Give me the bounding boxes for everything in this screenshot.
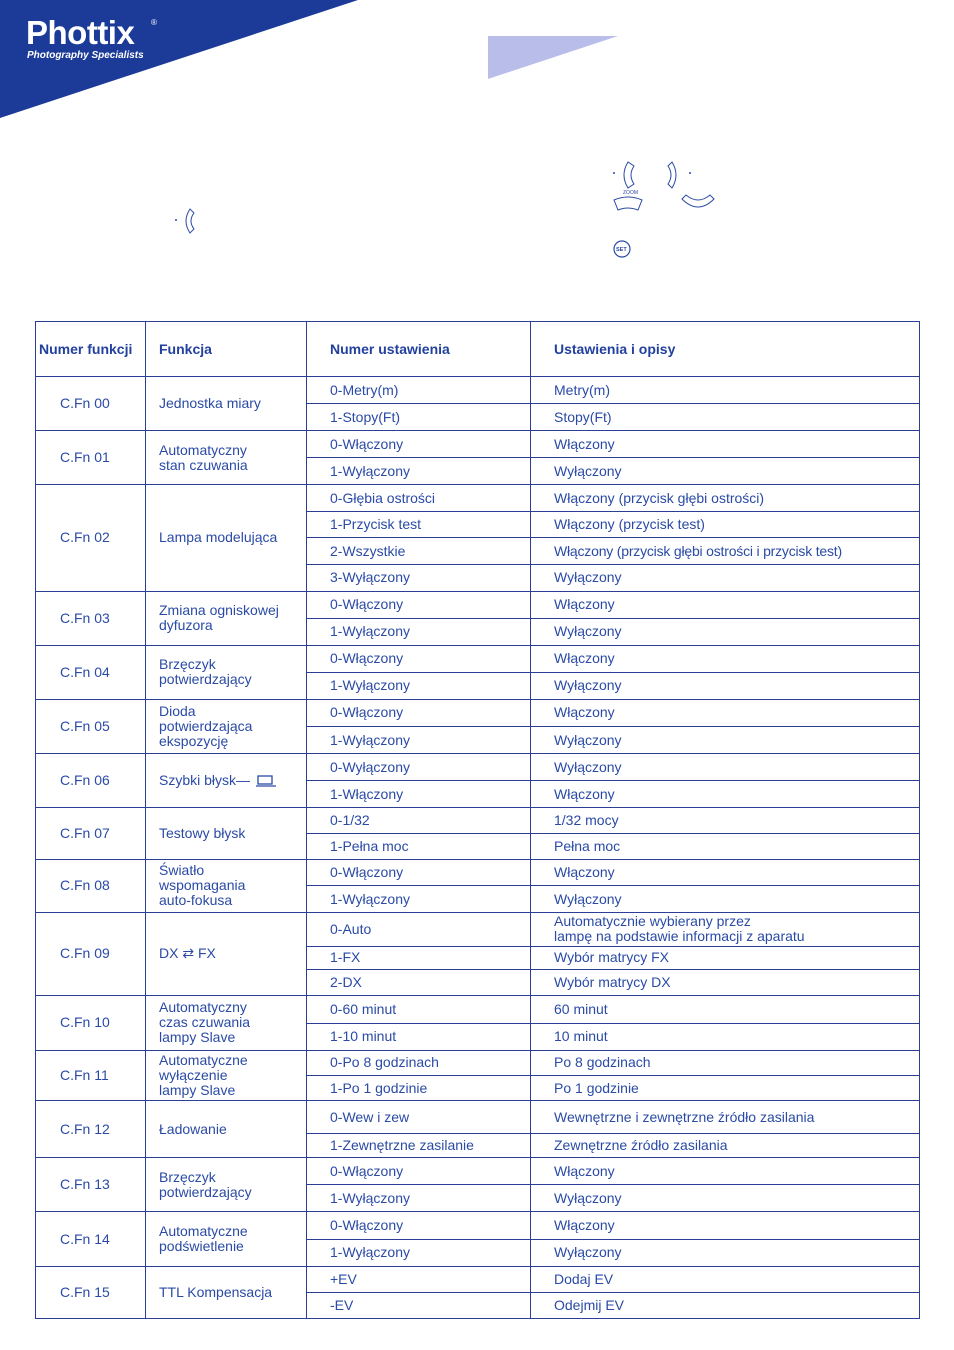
function-name: Szybki błysk— xyxy=(159,772,251,789)
function-name: Dioda potwierdzająca ekspozycję xyxy=(159,703,253,750)
function-name-cell xyxy=(146,1212,307,1266)
dial-right-icon xyxy=(666,160,696,190)
function-number-cell: C.Fn 08 xyxy=(36,860,146,912)
header-graphics xyxy=(0,0,954,140)
function-number-cell: C.Fn 10 xyxy=(36,995,146,1050)
function-number-cell: C.Fn 02 xyxy=(36,485,146,591)
setting-number-cell: 0-Wew i zew xyxy=(307,1101,531,1134)
table-row xyxy=(36,808,920,834)
setting-number-cell: 1-10 minut xyxy=(307,1023,531,1050)
function-name-cell xyxy=(146,1158,307,1212)
function-name-cell xyxy=(146,1101,307,1158)
setting-number-cell: 0-Auto xyxy=(307,912,531,946)
function-name-cell xyxy=(146,912,307,995)
function-name-cell xyxy=(146,1050,307,1100)
setting-number-cell: 1-Wyłączony xyxy=(307,458,531,485)
function-name: Automatyczny czas czuwania lampy Slave xyxy=(159,999,251,1046)
function-number-cell: C.Fn 01 xyxy=(36,431,146,485)
setting-number-cell: 1-Włączony xyxy=(307,781,531,808)
table-row xyxy=(36,995,920,1023)
function-name: TTL Kompensacja xyxy=(159,1283,273,1300)
function-name: Brzęczyk potwierdzający xyxy=(159,1168,252,1200)
setting-number-cell: 0-1/32 xyxy=(307,808,531,834)
function-name: Automatyczne wyłączenie lampy Slave xyxy=(159,1052,248,1099)
table-row xyxy=(36,645,920,672)
function-name: Testowy błysk xyxy=(159,825,246,842)
function-name: Światło wspomagania auto-fokusa xyxy=(159,862,246,909)
table-row xyxy=(36,485,920,512)
table-row xyxy=(36,754,920,781)
function-number-cell: C.Fn 09 xyxy=(36,912,146,995)
setting-number-cell: 0-Włączony xyxy=(307,860,531,886)
setting-number-cell: 1-Pełna moc xyxy=(307,834,531,860)
table-row xyxy=(36,377,920,404)
setting-number-cell: 3-Wyłączony xyxy=(307,564,531,591)
function-name-cell xyxy=(146,860,307,912)
zoom-dial-icon xyxy=(612,188,646,214)
function-name-cell xyxy=(146,645,307,699)
setting-description-cell: Włączony xyxy=(531,699,920,726)
set-label: SET xyxy=(616,247,627,253)
function-name: Zmiana ogniskowej dyfuzora xyxy=(159,602,279,634)
setting-description-cell: Włączony xyxy=(531,1158,920,1185)
table-row xyxy=(36,1158,920,1185)
setting-description-cell: 1/32 mocy xyxy=(531,808,920,834)
function-number-cell: C.Fn 13 xyxy=(36,1158,146,1212)
function-name-cell xyxy=(146,995,307,1050)
setting-description-cell: 10 minut xyxy=(531,1023,920,1050)
setting-number-cell: 1-Zewnętrzne zasilanie xyxy=(307,1134,531,1158)
header-function-number: Numer funkcji xyxy=(36,322,146,377)
setting-number-cell: 1-FX xyxy=(307,946,531,969)
setting-number-cell: 1-Wyłączony xyxy=(307,886,531,912)
setting-number-cell: 0-Włączony xyxy=(307,591,531,618)
setting-number-cell: 1-Przycisk test xyxy=(307,512,531,538)
function-number-cell: C.Fn 14 xyxy=(36,1212,146,1266)
header-function: Funkcja xyxy=(146,322,307,377)
header-settings-description: Ustawienia i opisy xyxy=(531,322,920,377)
set-button-icon xyxy=(612,239,632,259)
setting-description-cell: Wybór matrycy FX xyxy=(531,946,920,969)
function-name: Automatyczne podświetlenie xyxy=(159,1223,248,1254)
header-setting-number: Numer ustawienia xyxy=(307,322,531,377)
setting-description-cell: Włączony (przycisk test) xyxy=(531,512,920,538)
setting-description-cell: Wyłączony xyxy=(531,1185,920,1212)
setting-description-cell: Wyłączony xyxy=(531,886,920,912)
dial-left-icon xyxy=(172,207,200,235)
function-name: Ładowanie xyxy=(159,1120,227,1137)
table-row xyxy=(36,1101,920,1134)
setting-number-cell: 0-Wyłączony xyxy=(307,754,531,781)
function-name: Automatyczny stan czuwania xyxy=(159,441,248,473)
function-number-cell: C.Fn 03 xyxy=(36,591,146,645)
function-name-cell xyxy=(146,1266,307,1318)
table-row xyxy=(36,431,920,458)
function-name: Lampa modelująca xyxy=(159,529,278,546)
setting-number-cell: +EV xyxy=(307,1266,531,1292)
setting-number-cell: 2-DX xyxy=(307,969,531,995)
setting-number-cell: 1-Stopy(Ft) xyxy=(307,404,531,431)
setting-description-cell: Włączony (przycisk głębi ostrości i przycisk test) xyxy=(531,538,920,564)
registered-mark: ® xyxy=(151,18,157,27)
table-row xyxy=(36,1050,920,1075)
setting-number-cell: 1-Po 1 godzinie xyxy=(307,1076,531,1101)
setting-description-cell: Wyłączony xyxy=(531,564,920,591)
setting-number-cell: 1-Wyłączony xyxy=(307,1185,531,1212)
setting-number-cell: 0-Włączony xyxy=(307,1158,531,1185)
function-name-cell xyxy=(146,754,307,808)
setting-description-cell: Wyłączony xyxy=(531,618,920,645)
setting-number-cell: -EV xyxy=(307,1292,531,1318)
setting-description-cell: Włączony xyxy=(531,645,920,672)
zoom-label: ZOOM xyxy=(623,190,638,196)
setting-description-cell: Włączony (przycisk głębi ostrości) xyxy=(531,485,920,512)
setting-description-cell: Włączony xyxy=(531,781,920,808)
table-row xyxy=(36,912,920,946)
setting-description-cell: Włączony xyxy=(531,431,920,458)
setting-number-cell: 0-60 minut xyxy=(307,995,531,1023)
setting-description-cell: Włączony xyxy=(531,1212,920,1239)
setting-description-cell: 60 minut xyxy=(531,995,920,1023)
brand-logo: Phottix xyxy=(26,14,135,51)
function-name: Jednostka miary xyxy=(159,395,261,412)
function-number-cell: C.Fn 11 xyxy=(36,1050,146,1100)
custom-functions-table xyxy=(35,321,920,1319)
function-name: DX ⇄ FX xyxy=(159,945,216,962)
setting-description-cell: Wyłączony xyxy=(531,727,920,754)
setting-number-cell: 0-Włączony xyxy=(307,1212,531,1239)
setting-number-cell: 0-Włączony xyxy=(307,699,531,726)
function-number-cell: C.Fn 06 xyxy=(36,754,146,808)
setting-description-cell: Wyłączony xyxy=(531,672,920,699)
function-number-cell: C.Fn 04 xyxy=(36,645,146,699)
function-name-cell xyxy=(146,377,307,431)
setting-number-cell: 0-Włączony xyxy=(307,431,531,458)
setting-description-cell: Stopy(Ft) xyxy=(531,404,920,431)
function-name: Brzęczyk potwierdzający xyxy=(159,656,252,688)
function-name-cell xyxy=(146,591,307,645)
function-number-cell: C.Fn 15 xyxy=(36,1266,146,1318)
setting-description-cell: Włączony xyxy=(531,591,920,618)
function-number-cell: C.Fn 12 xyxy=(36,1101,146,1158)
setting-number-cell: 2-Wszystkie xyxy=(307,538,531,564)
function-name-cell xyxy=(146,808,307,860)
setting-description-cell: Po 1 godzinie xyxy=(531,1076,920,1101)
setting-number-cell: 0-Głębia ostrości xyxy=(307,485,531,512)
setting-description-cell: Po 8 godzinach xyxy=(531,1050,920,1075)
setting-number-cell: 1-Wyłączony xyxy=(307,1239,531,1266)
table-row xyxy=(36,699,920,726)
setting-number-cell: 1-Wyłączony xyxy=(307,618,531,645)
dial-bottom-icon xyxy=(680,193,716,215)
function-number-cell: C.Fn 00 xyxy=(36,377,146,431)
setting-description-cell: Odejmij EV xyxy=(531,1292,920,1318)
quick-flash-icon xyxy=(256,774,278,788)
setting-description-cell: Wyłączony xyxy=(531,458,920,485)
setting-description-cell: Wyłączony xyxy=(531,754,920,781)
function-name-cell xyxy=(146,485,307,591)
table-row xyxy=(36,1212,920,1239)
setting-description-cell: Zewnętrzne źródło zasilania xyxy=(531,1134,920,1158)
accent-triangle xyxy=(488,36,618,79)
table-header-row xyxy=(36,322,920,377)
setting-description-cell: Automatycznie wybierany przez lampę na podstawie informacji z aparatu xyxy=(531,912,920,946)
dial-left-icon xyxy=(610,160,640,190)
setting-number-cell: 1-Wyłączony xyxy=(307,672,531,699)
setting-description-cell: Wewnętrzne i zewnętrzne źródło zasilania xyxy=(531,1101,920,1134)
function-number-cell: C.Fn 07 xyxy=(36,808,146,860)
setting-description-cell: Metry(m) xyxy=(531,377,920,404)
setting-number-cell: 0-Po 8 godzinach xyxy=(307,1050,531,1075)
brand-tagline: Photography Specialists xyxy=(27,50,144,61)
function-number-cell: C.Fn 05 xyxy=(36,699,146,753)
setting-number-cell: 0-Metry(m) xyxy=(307,377,531,404)
setting-number-cell: 1-Wyłączony xyxy=(307,727,531,754)
table-row xyxy=(36,591,920,618)
function-name-cell xyxy=(146,431,307,485)
table-row xyxy=(36,860,920,886)
table-row xyxy=(36,1266,920,1292)
setting-number-cell: 0-Włączony xyxy=(307,645,531,672)
setting-description-cell: Wyłączony xyxy=(531,1239,920,1266)
function-name-cell xyxy=(146,699,307,753)
setting-description-cell: Włączony xyxy=(531,860,920,886)
setting-description-cell: Pełna moc xyxy=(531,834,920,860)
setting-description-cell: Dodaj EV xyxy=(531,1266,920,1292)
table-body xyxy=(36,377,920,1319)
setting-description-cell: Wybór matrycy DX xyxy=(531,969,920,995)
